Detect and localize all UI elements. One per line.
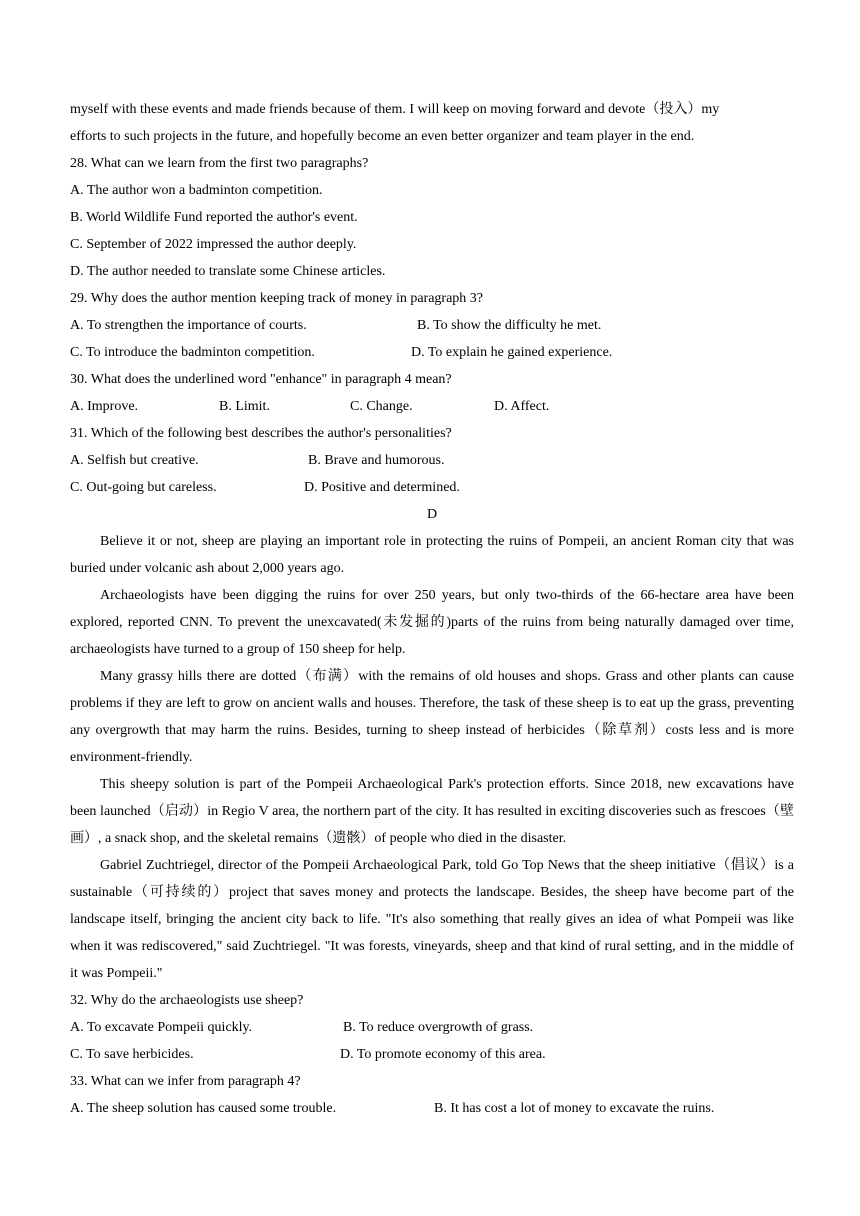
question-31-options-row-2 [70,474,794,501]
question-30-option-a: A. Improve. [70,399,139,414]
question-28-stem: 28. What can we learn from the first two paragraphs? [70,156,369,171]
question-28-option-a: A. The author won a badminton competition. [70,183,323,198]
question-30-option-b: B. Limit. [219,399,270,414]
question-28-option-b: B. World Wildlife Fund reported the author's event. [70,210,358,225]
question-30-stem: 30. What does the underlined word "enhance" in paragraph 4 mean? [70,372,452,387]
document-page [70,96,794,1122]
question-28-option-d: D. The author needed to translate some Chinese articles. [70,264,386,279]
question-29-option-c: C. To introduce the badminton competition. [70,345,315,360]
question-30-option-d: D. Affect. [494,399,550,414]
question-32-option-b: B. To reduce overgrowth of grass. [343,1020,534,1035]
question-31-option-b: B. Brave and humorous. [308,453,445,468]
section-heading: D [426,507,438,522]
passage-paragraph-4: This sheepy solution is part of the Pompeii Archaeological Park's protection efforts. Since 2018, new excavations have been launched（启动）in Regio V area, the northern part of the city. It has resulted in exciting discoveries such as frescoes（壁画）, a snack shop, and the skeletal remains（遗骸）of people who died in the disaster. [70,777,794,846]
question-32-option-d: D. To promote economy of this area. [340,1047,546,1062]
question-33-options-row-1 [70,1095,794,1122]
question-31-stem: 31. Which of the following best describes the author's personalities? [70,426,452,441]
intro-line-1: myself with these events and made friends because of them. I will keep on moving forward and devote（投入）my [70,102,720,117]
passage-paragraph-3: Many grassy hills there are dotted（布满）with the remains of old houses and shops. Grass and other plants can cause problems if they are left to grow on ancient walls and houses. Therefore, the task of these sheep is to eat up the grass, preventing any overgrowth that may harm the ruins. Besides, turning to sheep instead of herbicides（除草剂）costs less and is more environment-friendly. [70,669,794,765]
question-32-option-a: A. To excavate Pompeii quickly. [70,1020,253,1035]
question-29-option-b: B. To show the difficulty he met. [417,318,602,333]
question-32-stem: 32. Why do the archaeologists use sheep? [70,993,304,1008]
question-31-option-c: C. Out-going but careless. [70,480,217,495]
question-31-options-row-1 [70,447,794,474]
question-29-option-d: D. To explain he gained experience. [411,345,613,360]
question-33-option-a: A. The sheep solution has caused some trouble. [70,1101,337,1116]
question-30-options-row [70,393,794,420]
question-28-option-c: C. September of 2022 impressed the author deeply. [70,237,357,252]
question-29-options-row-1 [70,312,794,339]
question-30-option-c: C. Change. [350,399,413,414]
passage-paragraph-5: Gabriel Zuchtriegel, director of the Pompeii Archaeological Park, told Go Top News that the sheep initiative（倡议）is a sustainable（可持续的）project that saves money and protects the landscape. Besides, the sheep have become part of the landscape itself, bringing the ancient city back to life. "It's also something that really gives an idea of what Pompeii was like when it was rediscovered," said Zuchtriegel. "It was forests, vineyards, sheep and that kind of rural setting, and in the middle of it was Pompeii." [70,858,794,981]
question-29-option-a: A. To strengthen the importance of courts. [70,318,307,333]
question-29-options-row-2 [70,339,794,366]
question-32-options-row-2 [70,1041,794,1068]
question-32-options-row-1 [70,1014,794,1041]
question-31-option-d: D. Positive and determined. [304,480,460,495]
question-33-stem: 33. What can we infer from paragraph 4? [70,1074,301,1089]
question-31-option-a: A. Selfish but creative. [70,453,199,468]
passage-paragraph-1: Believe it or not, sheep are playing an important role in protecting the ruins of Pompeii, an ancient Roman city that was buried under volcanic ash about 2,000 years ago. [70,534,794,576]
question-32-option-c: C. To save herbicides. [70,1047,194,1062]
passage-paragraph-2: Archaeologists have been digging the ruins for over 250 years, but only two-thirds of the 66-hectare area have been explored, reported CNN. To prevent the unexcavated(未发掘的)parts of the ruins from being naturally damaged over time, archaeologists have turned to a group of 150 sheep for help. [70,588,794,657]
intro-line-2: efforts to such projects in the future, and hopefully become an even better organizer and team player in the end. [70,129,695,144]
question-29-stem: 29. Why does the author mention keeping track of money in paragraph 3? [70,291,484,306]
question-33-option-b: B. It has cost a lot of money to excavate the ruins. [434,1101,715,1116]
